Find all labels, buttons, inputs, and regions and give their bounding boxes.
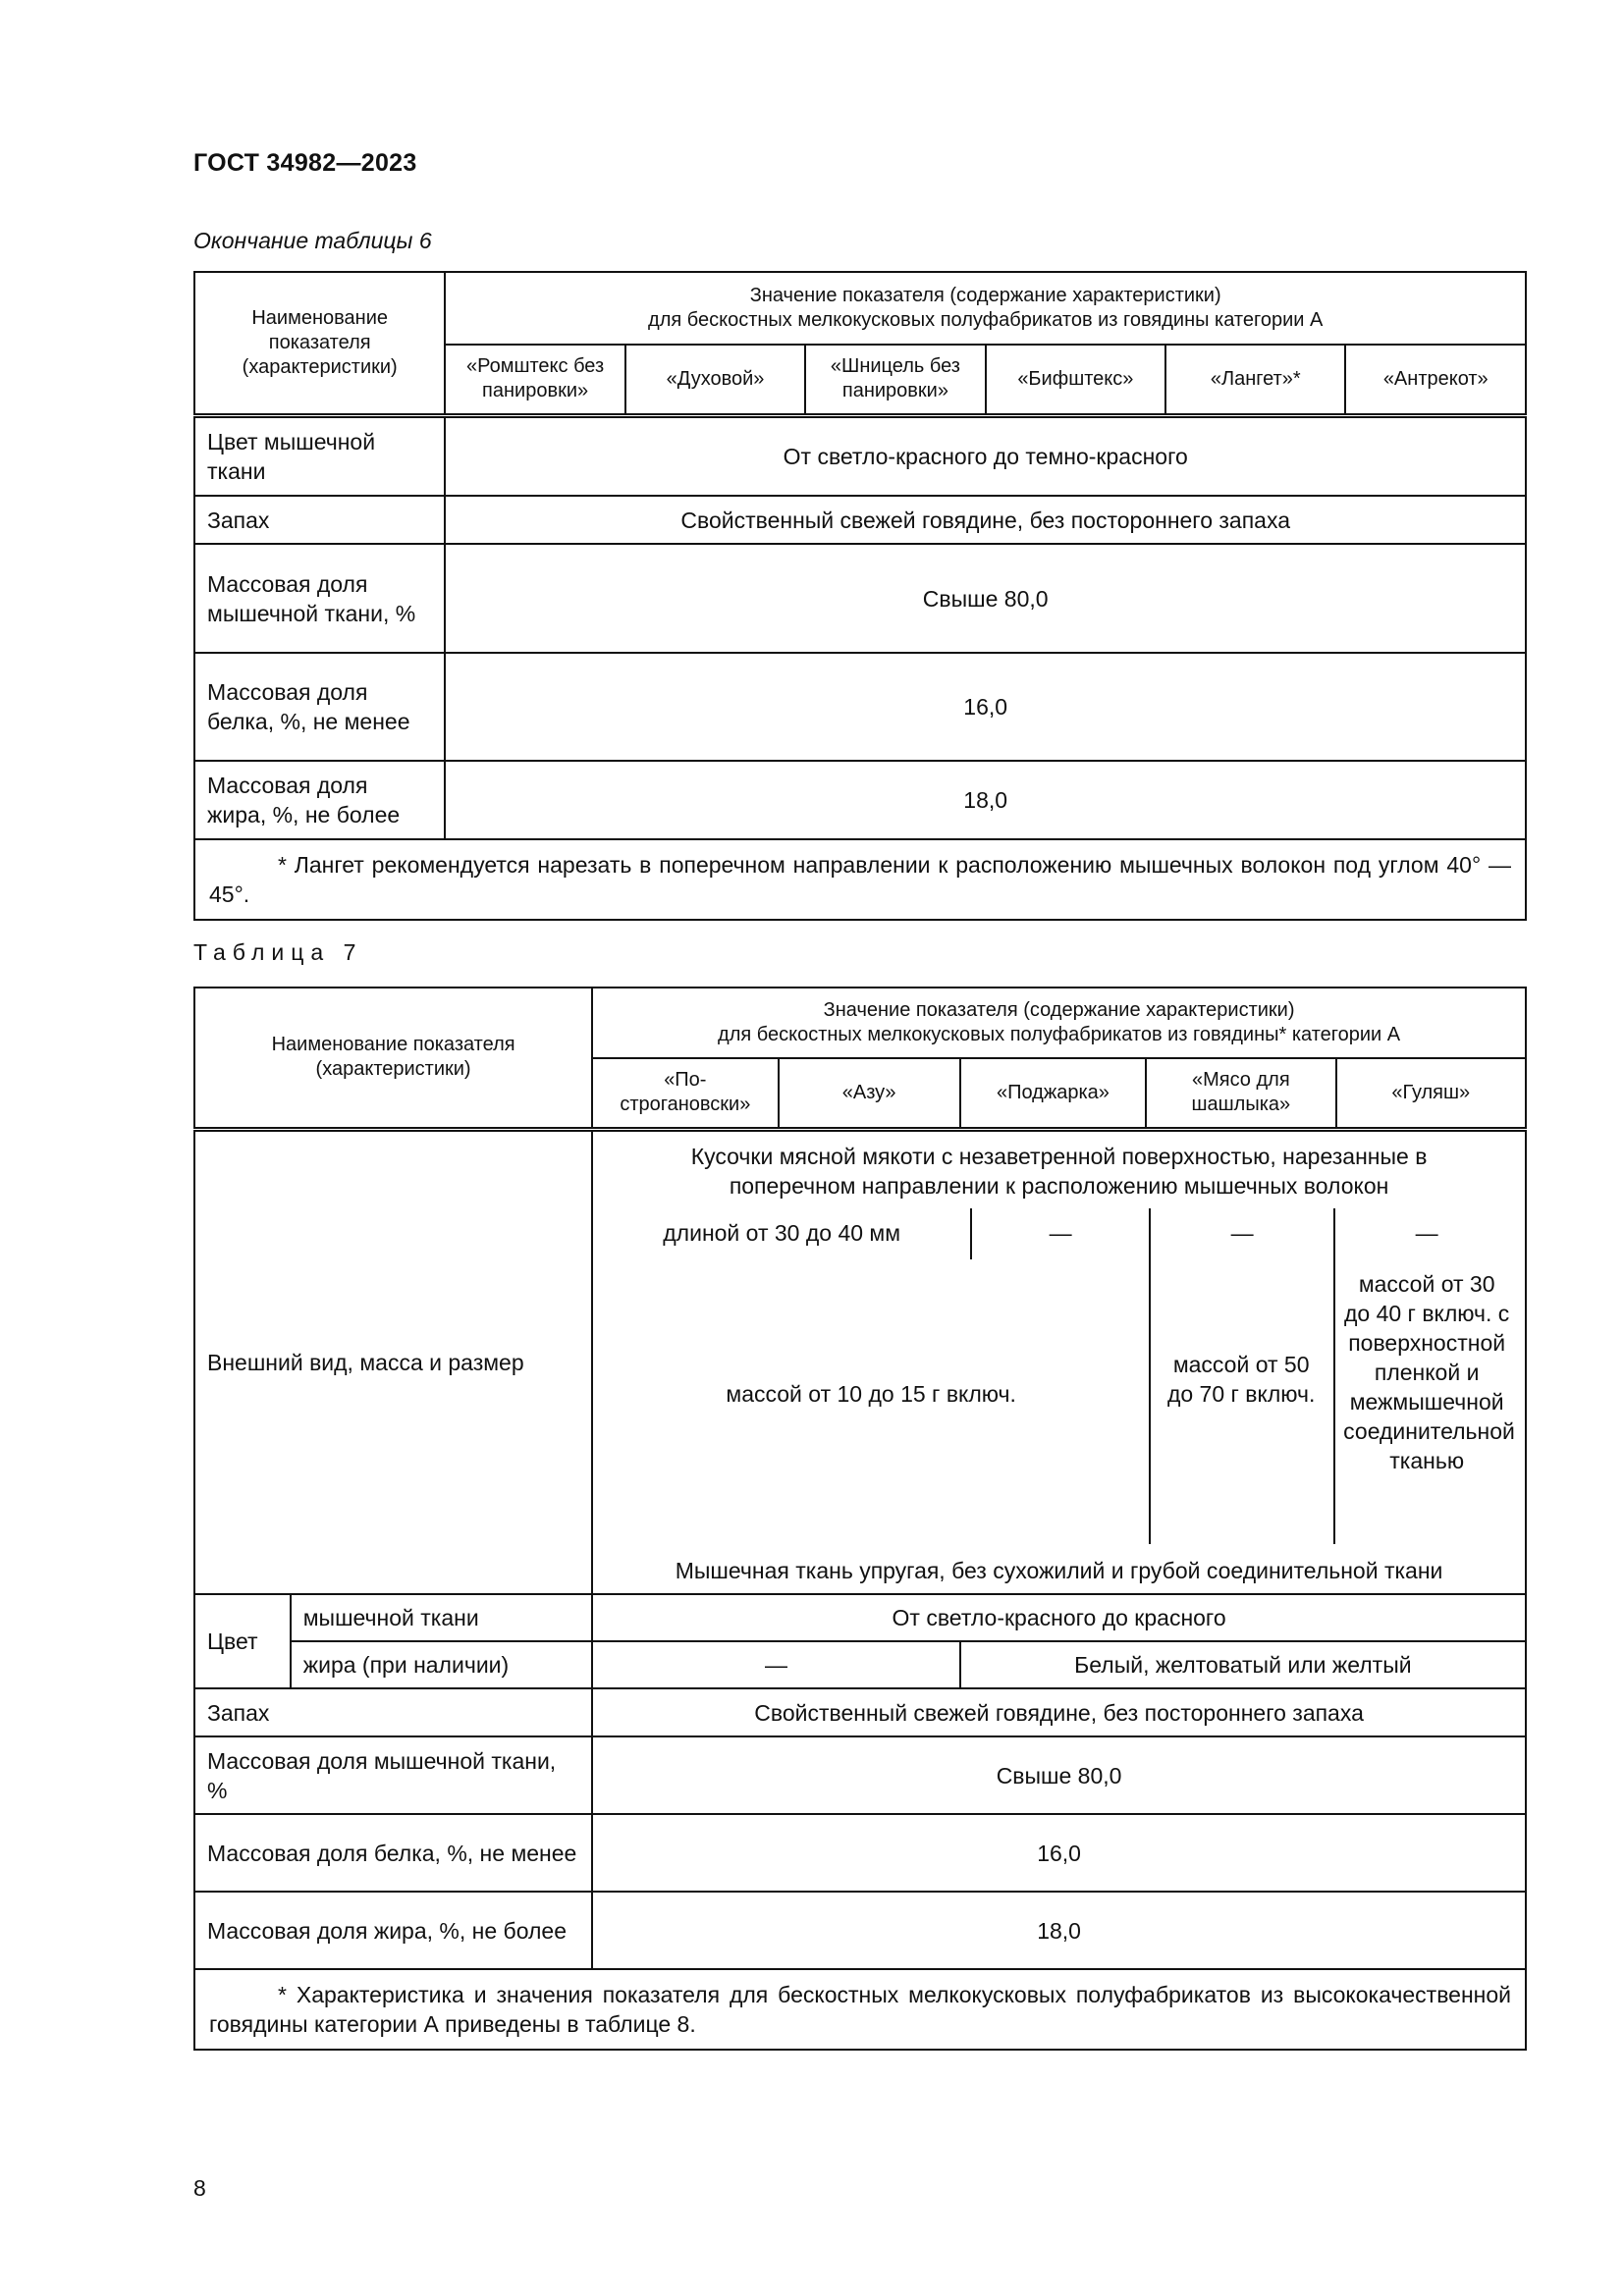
table7-row-name: Массовая доля мышечной ткани, %: [194, 1736, 592, 1814]
table7-row-name: Массовая доля белка, %, не менее: [194, 1814, 592, 1892]
table6-product-duhovoy: «Духовой»: [625, 345, 805, 415]
table-6: [193, 271, 1527, 921]
appearance-dash-gulyash: —: [1415, 1219, 1438, 1246]
appearance-mass-shashlik: массой от 50 до 70 г включ.: [1166, 1351, 1316, 1407]
table7-appearance-value: [592, 1129, 1526, 1594]
table6-product-romshteks: «Ромштекс без панировки»: [445, 345, 624, 415]
table6-value-header-line1: Значение показателя (содержание характеристики): [749, 285, 1221, 306]
appearance-divider: [1333, 1208, 1335, 1544]
page-number: 8: [193, 2175, 206, 2201]
table6-name-header: Наименование показателя (характеристики): [194, 272, 445, 415]
table6-product-langet: «Лангет»*: [1165, 345, 1345, 415]
table7-value-header-line1: Значение показателя (содержание характеристики): [823, 999, 1295, 1021]
table6-row-name: Запах: [194, 496, 445, 544]
table7-color-fat-value-right: Белый, желтоватый или желтый: [960, 1641, 1526, 1688]
table-7: [193, 987, 1527, 2051]
table7-color-muscle-value: От светло-красного до красного: [592, 1594, 1526, 1641]
appearance-length: длиной от 30 до 40 мм: [663, 1219, 901, 1246]
document-code: ГОСТ 34982—2023: [193, 149, 417, 177]
table7-footnote: * Характеристика и значения показателя для бескостных мелкокусковых полуфабрикатов из высококачественной говядины категории А приведены в таблице 8.: [194, 1969, 1526, 2050]
appearance-dash-azu: —: [1049, 1219, 1072, 1246]
table7-row-value: 16,0: [592, 1814, 1526, 1892]
table6-row-value: От светло-красного до темно-красного: [445, 415, 1526, 496]
table6-value-header-line2: для бескостных мелкокусковых полуфабрикатов из говядины категории А: [648, 309, 1324, 331]
appearance-intro: Кусочки мясной мякоти с незаветренной поверхностью, нарезанные в поперечном направлении к расположению мышечных волокон: [690, 1143, 1428, 1199]
table7-row-value: 18,0: [592, 1892, 1526, 1969]
table6-product-antrekot: «Антрекот»: [1345, 345, 1526, 415]
table6-row-name: Массовая доля жира, %, не более: [194, 761, 445, 839]
table6-row-name: Цвет мышечной ткани: [194, 415, 445, 496]
table7-product-azu: «Азу»: [779, 1058, 960, 1129]
table7-color-fat-label: жира (при наличии): [291, 1641, 592, 1688]
table7-color-name: Цвет: [194, 1594, 291, 1688]
table7-value-header-line2: для бескостных мелкокусковых полуфабрикатов из говядины* категории А: [718, 1024, 1401, 1045]
table6-value-header: [445, 272, 1526, 345]
table7-caption: Таблица 7: [193, 939, 363, 965]
table6-product-bifshteks: «Бифштекс»: [986, 345, 1165, 415]
appearance-divider: [1149, 1208, 1151, 1544]
table7-appearance-name: Внешний вид, масса и размер: [194, 1129, 592, 1594]
appearance-outro: Мышечная ткань упругая, без сухожилий и грубой соединительной ткани: [675, 1557, 1443, 1583]
table6-row-name: Массовая доля мышечной ткани, %: [194, 544, 445, 653]
table7-color-fat-value-left: —: [592, 1641, 960, 1688]
table6-product-shnitsel: «Шницель без панировки»: [805, 345, 985, 415]
table7-row-value: Свыше 80,0: [592, 1736, 1526, 1814]
table6-row-value: 16,0: [445, 653, 1526, 761]
table7-product-stroganov: «По-строгановски»: [592, 1058, 778, 1129]
table7-row-value: Свойственный свежей говядине, без постороннего запаха: [592, 1688, 1526, 1736]
appearance-mass-gulyash: массой от 30 до 40 г включ. с поверхностной пленкой и межмышечной соединительной тканью: [1343, 1270, 1515, 1473]
table7-product-shashlik: «Мясо для шашлыка»: [1146, 1058, 1335, 1129]
table7-color-muscle-label: мышечной ткани: [291, 1594, 592, 1641]
appearance-mass-common: массой от 10 до 15 г включ.: [726, 1380, 1016, 1407]
table6-row-value: Свойственный свежей говядине, без постороннего запаха: [445, 496, 1526, 544]
table6-row-name: Массовая доля белка, %, не менее: [194, 653, 445, 761]
table6-row-value: Свыше 80,0: [445, 544, 1526, 653]
table7-product-podzharka: «Поджарка»: [960, 1058, 1146, 1129]
table6-caption: Окончание таблицы 6: [193, 228, 432, 253]
table6-footnote: * Лангет рекомендуется нарезать в поперечном направлении к расположению мышечных волокон под углом 40° — 45°.: [194, 839, 1526, 920]
table7-value-header: [592, 988, 1526, 1058]
table7-row-name: Массовая доля жира, %, не более: [194, 1892, 592, 1969]
table7-row-name: Запах: [194, 1688, 592, 1736]
appearance-dash-shashlik: —: [1230, 1219, 1254, 1246]
table6-row-value: 18,0: [445, 761, 1526, 839]
table7-name-header: Наименование показателя (характеристики): [194, 988, 592, 1129]
table7-product-gulyash: «Гуляш»: [1336, 1058, 1526, 1129]
